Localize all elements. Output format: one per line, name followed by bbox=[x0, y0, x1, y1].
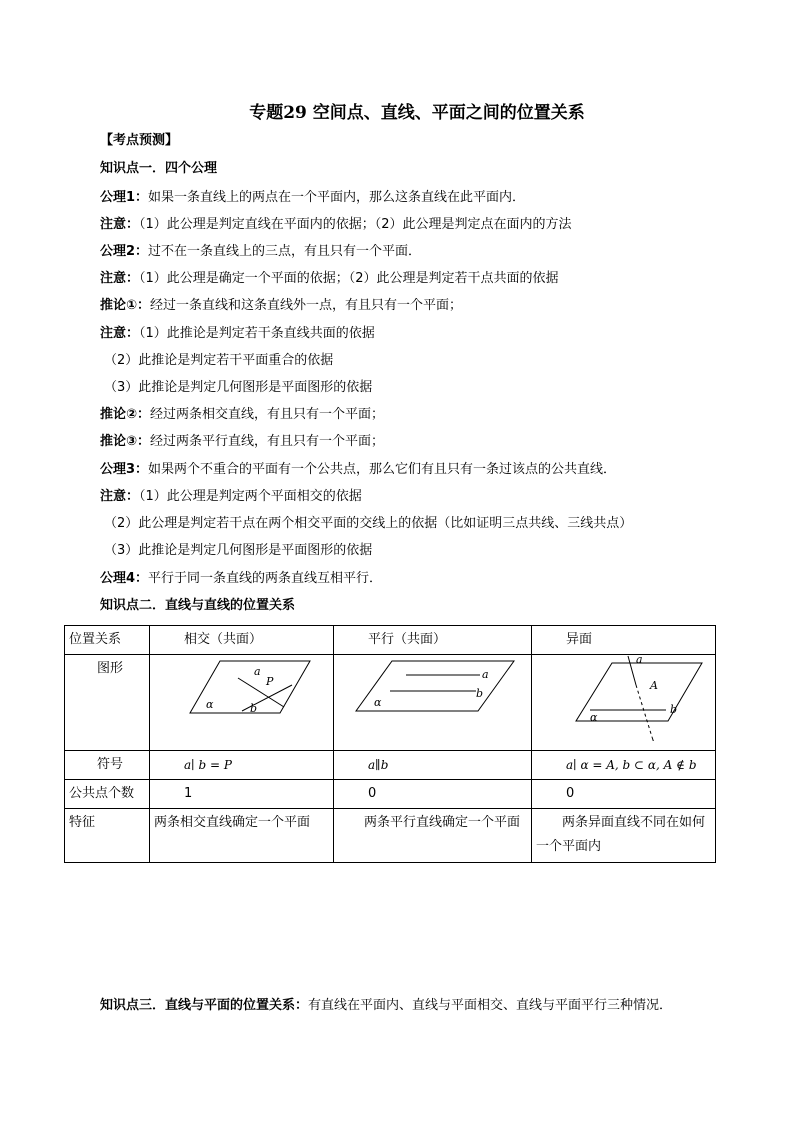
symbol-intersect: a∣ b = P bbox=[150, 751, 334, 780]
knowledge-point-3: 知识点三．直线与平面的位置关系：有直线在平面内、直线与平面相交、直线与平面平行三种情况． bbox=[100, 998, 673, 1013]
label-A: A bbox=[650, 679, 658, 692]
axiom-2: 公理2：过不在一条直线上的三点，有且只有一个平面． bbox=[100, 244, 422, 259]
corollary-1: 推论①：经过一条直线和这条直线外一点，有且只有一个平面； bbox=[100, 298, 463, 313]
axiom-1: 公理1：如果一条直线上的两点在一个平面内，那么这条直线在此平面内． bbox=[100, 190, 526, 205]
note-4: 注意：（1）此公理是判定两个平面相交的依据 bbox=[100, 489, 362, 504]
table-row-feature bbox=[65, 809, 716, 863]
note-4-item-3: （3）此推论是判定几何图形是平面图形的依据 bbox=[104, 543, 373, 558]
note-3: 注意：（1）此推论是判定若干条直线共面的依据 bbox=[100, 326, 375, 341]
feature-skew: 两条异面直线不同在如何一个平面内 bbox=[532, 809, 716, 863]
page-title: 专题29 空间点、直线、平面之间的位置关系 bbox=[249, 103, 585, 123]
figure-skew bbox=[532, 655, 716, 751]
line-relation-table bbox=[64, 625, 716, 863]
common-points-skew: 0 bbox=[532, 780, 716, 809]
label-alpha: α bbox=[590, 711, 598, 724]
table-header-row bbox=[65, 626, 716, 655]
label-b: b bbox=[250, 702, 258, 715]
header-cell: 异面 bbox=[532, 626, 716, 655]
label-b: b bbox=[476, 687, 484, 700]
table-row-figure bbox=[65, 655, 716, 751]
label-alpha: α bbox=[374, 696, 382, 709]
note-1: 注意：（1）此公理是判定直线在平面内的依据；（2）此公理是判定点在面内的方法 bbox=[100, 217, 572, 232]
label-P: P bbox=[266, 675, 274, 688]
label-a: a bbox=[254, 665, 261, 678]
label-alpha: α bbox=[206, 698, 214, 711]
corollary-3: 推论③：经过两条平行直线，有且只有一个平面； bbox=[100, 434, 385, 449]
note-4-item-2: （2）此公理是判定若干点在两个相交平面的交线上的依据（比如证明三点共线、三线共点） bbox=[104, 516, 633, 531]
table-row-symbol bbox=[65, 751, 716, 780]
common-points-parallel: 0 bbox=[334, 780, 532, 809]
section-header: 【考点预测】 bbox=[100, 133, 179, 148]
note-3-item-3: （3）此推论是判定几何图形是平面图形的依据 bbox=[104, 380, 373, 395]
figure-parallel bbox=[334, 655, 532, 751]
axiom-4: 公理4：平行于同一条直线的两条直线互相平行． bbox=[100, 571, 383, 586]
note-2: 注意：（1）此公理是确定一个平面的依据；（2）此公理是判定若干点共面的依据 bbox=[100, 271, 559, 286]
common-points-intersect: 1 bbox=[150, 780, 334, 809]
row-label: 符号 bbox=[65, 751, 150, 780]
axiom-3: 公理3：如果两个不重合的平面有一个公共点，那么它们有且只有一条过该点的公共直线． bbox=[100, 462, 617, 477]
feature-parallel: 两条平行直线确定一个平面 bbox=[334, 809, 532, 863]
header-cell: 平行（共面） bbox=[334, 626, 532, 655]
figure-intersect bbox=[150, 655, 334, 751]
label-a: a bbox=[482, 668, 489, 681]
symbol-parallel: a∥b bbox=[334, 751, 532, 780]
note-3-item-2: （2）此推论是判定若干平面重合的依据 bbox=[104, 353, 334, 368]
knowledge-point-2-heading: 知识点二．直线与直线的位置关系 bbox=[100, 598, 296, 613]
symbol-skew: a∣ α = A, b ⊂ α, A ∉ b bbox=[532, 751, 716, 780]
corollary-2: 推论②：经过两条相交直线，有且只有一个平面； bbox=[100, 407, 385, 422]
label-a: a bbox=[636, 655, 643, 666]
table-row-common-points bbox=[65, 780, 716, 809]
feature-intersect: 两条相交直线确定一个平面 bbox=[150, 809, 334, 863]
header-cell: 位置关系 bbox=[65, 626, 150, 655]
row-label: 特征 bbox=[65, 809, 150, 863]
row-label: 图形 bbox=[65, 655, 150, 751]
knowledge-point-1-heading: 知识点一．四个公理 bbox=[100, 161, 218, 176]
label-b: b bbox=[670, 703, 678, 716]
row-label: 公共点个数 bbox=[65, 780, 150, 809]
header-cell: 相交（共面） bbox=[150, 626, 334, 655]
